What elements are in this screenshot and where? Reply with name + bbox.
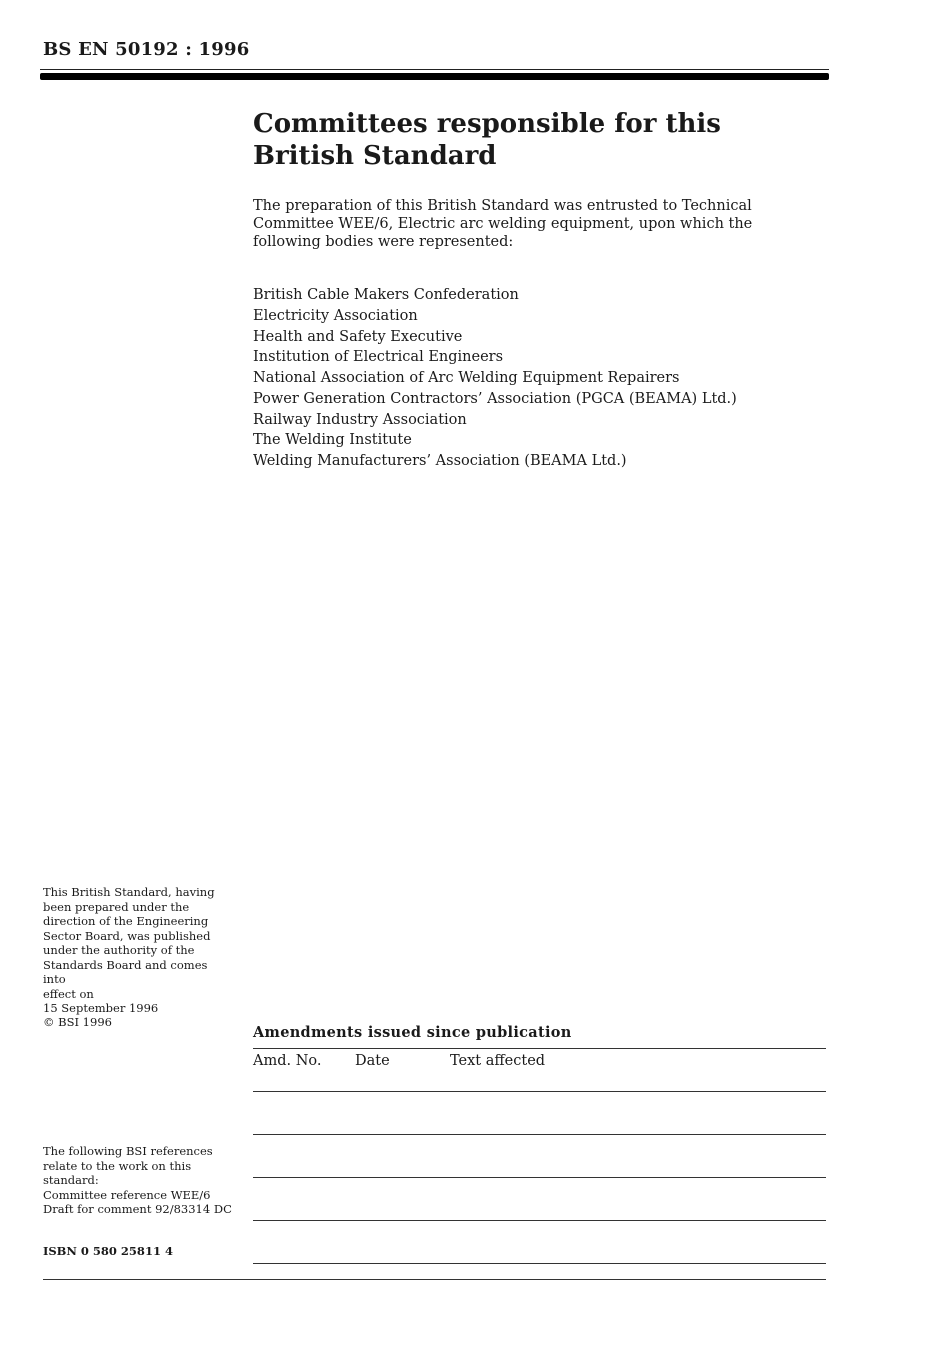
column-header-amd-no: Amd. No. <box>253 1053 322 1069</box>
text-line: Sector Board, was published <box>43 928 211 943</box>
text-line: been prepared under the <box>43 899 190 914</box>
copyright-notice: © BSI 1996 <box>43 1015 112 1029</box>
column-header-text-affected: Text affected <box>450 1053 546 1069</box>
amendments-table-title: Amendments issued since publication <box>253 1024 572 1041</box>
text-line: under the authority of the <box>43 943 195 957</box>
text-line: The following BSI references <box>43 1144 213 1158</box>
text-line: effect on <box>43 986 94 1001</box>
bsi-references-note <box>43 1144 233 1217</box>
table-rule <box>253 1134 826 1135</box>
document-id: BS EN 50192 : 1996 <box>43 39 250 60</box>
text-line: Standards Board and comes into <box>43 957 208 986</box>
list-item: Power Generation Contractors’ Association (PGCA (BEAMA) Ltd.) <box>253 390 737 407</box>
text-line: direction of the Engineering <box>43 914 209 928</box>
text-line: standard: <box>43 1173 99 1187</box>
list-item: Electricity Association <box>253 307 418 324</box>
text-line: This British Standard, having <box>43 885 215 899</box>
table-rule <box>253 1263 826 1264</box>
title-line-2: British Standard <box>253 141 497 171</box>
publication-note <box>43 885 233 1016</box>
list-item: The Welding Institute <box>253 432 412 449</box>
table-rule <box>253 1048 826 1049</box>
page-title <box>253 108 813 172</box>
column-header-date: Date <box>355 1053 390 1069</box>
table-rule <box>253 1091 826 1092</box>
committee-reference: Committee reference WEE/6 <box>43 1187 211 1202</box>
isbn: ISBN 0 580 25811 4 <box>43 1244 173 1258</box>
list-item: Welding Manufacturers’ Association (BEAMA Ltd.) <box>253 453 627 469</box>
title-line-1: Committees responsible for this <box>253 109 721 139</box>
footer-rule <box>43 1279 826 1280</box>
table-rule <box>253 1177 826 1178</box>
header-rule-thin <box>40 69 829 70</box>
list-item: Railway Industry Association <box>253 411 467 428</box>
header-rule-thick <box>40 73 829 80</box>
list-item: Institution of Electrical Engineers <box>253 349 504 366</box>
table-rule <box>253 1220 826 1221</box>
list-item: British Cable Makers Confederation <box>253 287 519 303</box>
list-item: National Association of Arc Welding Equipment Repairers <box>253 370 680 386</box>
intro-paragraph: The preparation of this British Standard was entrusted to Technical Committee WEE/6, Electric arc welding equipment, upon which the following bodies were represented: <box>253 198 753 250</box>
effective-date: 15 September 1996 <box>43 1001 159 1015</box>
draft-reference: Draft for comment 92/83314 DC <box>43 1202 232 1216</box>
text-line: relate to the work on this <box>43 1158 192 1173</box>
list-item: Health and Safety Executive <box>253 328 463 345</box>
represented-bodies-list <box>253 285 813 472</box>
